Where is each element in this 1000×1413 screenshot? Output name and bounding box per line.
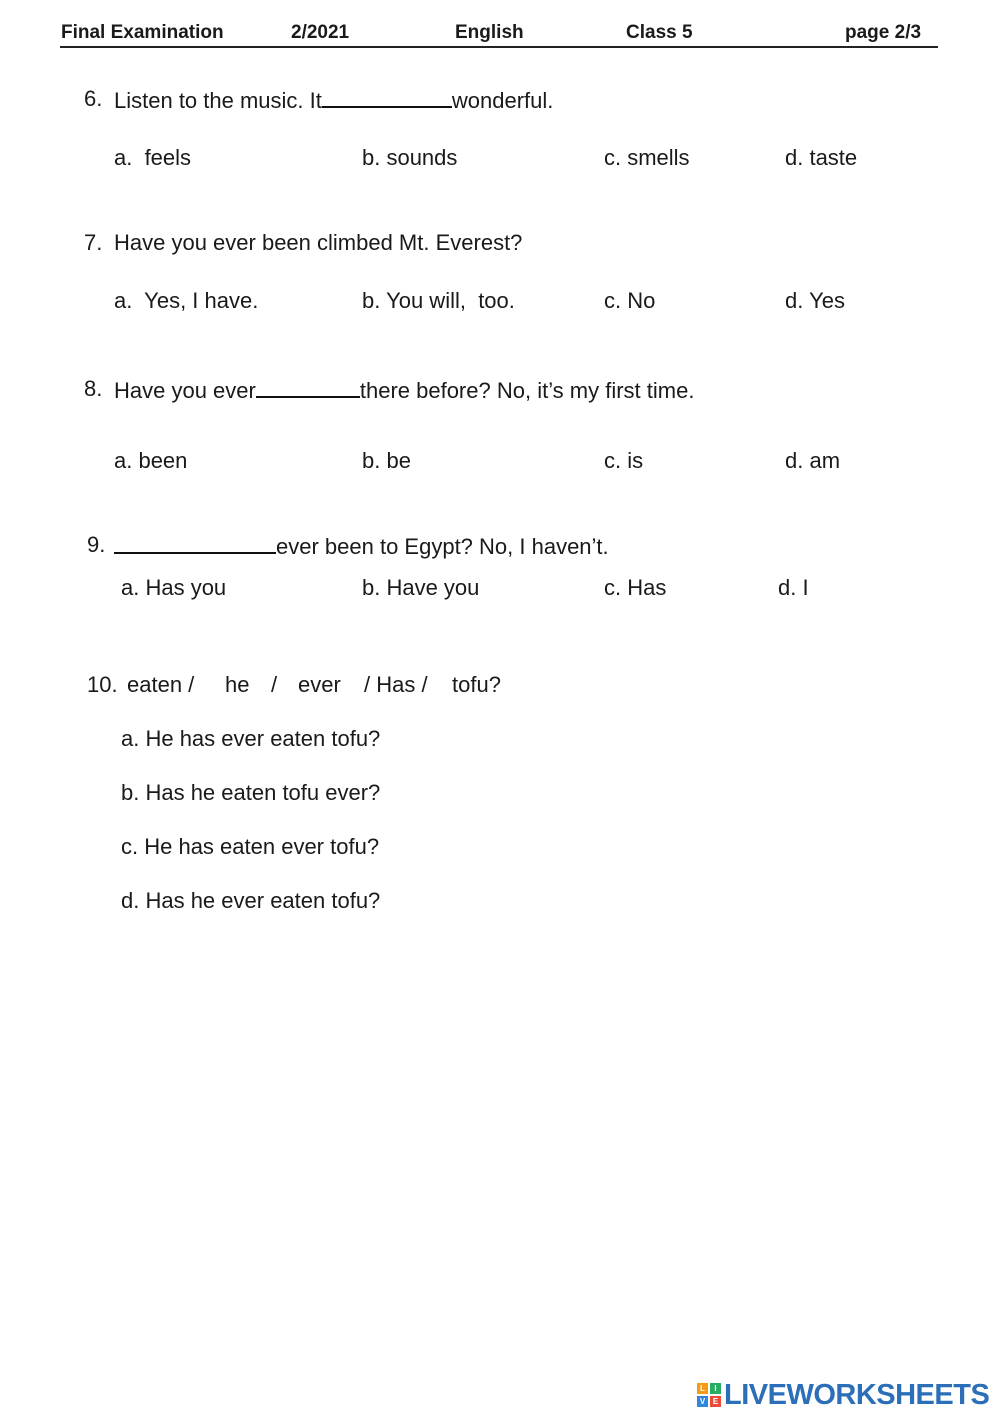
header-divider — [60, 46, 938, 48]
scrambled-word: ever — [298, 672, 341, 697]
option-c[interactable]: c. He has eaten ever tofu? — [121, 834, 380, 859]
scrambled-word: / Has / — [364, 672, 428, 697]
option-a[interactable]: a. Yes, I have. — [114, 288, 259, 313]
question-text: Have you ever been climbed Mt. Everest? — [114, 230, 523, 255]
scrambled-word: eaten / — [127, 672, 195, 697]
option-d[interactable]: d. taste — [785, 145, 858, 170]
scrambled-word: tofu? — [452, 672, 501, 697]
option-d[interactable]: d. Yes — [785, 288, 845, 313]
question-number: 7. — [84, 230, 103, 255]
question-text: Listen to the music. It wonderful. — [114, 88, 554, 113]
option-c[interactable]: c. is — [604, 448, 644, 473]
answer-blank[interactable] — [114, 532, 276, 554]
scrambled-word: / — [271, 672, 278, 697]
answer-blank[interactable] — [322, 86, 452, 108]
option-d[interactable]: d. I — [778, 575, 809, 600]
question-number: 9. — [87, 532, 106, 557]
question-number: 6. — [84, 86, 103, 111]
scrambled-word: he — [225, 672, 250, 697]
option-b[interactable]: b. be — [362, 448, 411, 473]
header-page: page 2/3 — [845, 22, 922, 43]
option-a[interactable]: a. Has you — [121, 575, 227, 600]
option-a[interactable]: a. feels — [114, 145, 192, 170]
header-subject: English — [455, 22, 524, 43]
header-class: Class 5 — [626, 22, 693, 43]
option-c[interactable]: c. Has — [604, 575, 667, 600]
option-d[interactable]: d. am — [785, 448, 841, 473]
option-a[interactable]: a. He has ever eaten tofu? — [121, 726, 381, 751]
header-term: 2/2021 — [291, 22, 350, 43]
logo-squares-icon: L I V E — [697, 1383, 721, 1407]
option-b[interactable]: b. You will, too. — [362, 288, 515, 313]
option-c[interactable]: c. smells — [604, 145, 690, 170]
liveworksheets-logo — [697, 1377, 989, 1413]
question-text: ever been to Egypt? No, I haven’t. — [114, 532, 609, 560]
option-b[interactable]: b. Have you — [362, 575, 480, 600]
option-b[interactable]: b. Has he eaten tofu ever? — [121, 780, 381, 805]
answer-blank[interactable] — [256, 376, 360, 398]
logo-text: LIVEWORKSHEETS — [724, 1378, 990, 1411]
option-a[interactable]: a. been — [114, 448, 188, 473]
option-d[interactable]: d. Has he ever eaten tofu? — [121, 888, 381, 913]
question-number: 8. — [84, 376, 103, 401]
option-c[interactable]: c. No — [604, 288, 656, 313]
question-number: 10. — [87, 672, 118, 697]
header-title: Final Examination — [61, 22, 224, 43]
option-b[interactable]: b. sounds — [362, 145, 458, 170]
question-text: Have you ever there before? No, it’s my first time. — [114, 378, 695, 403]
